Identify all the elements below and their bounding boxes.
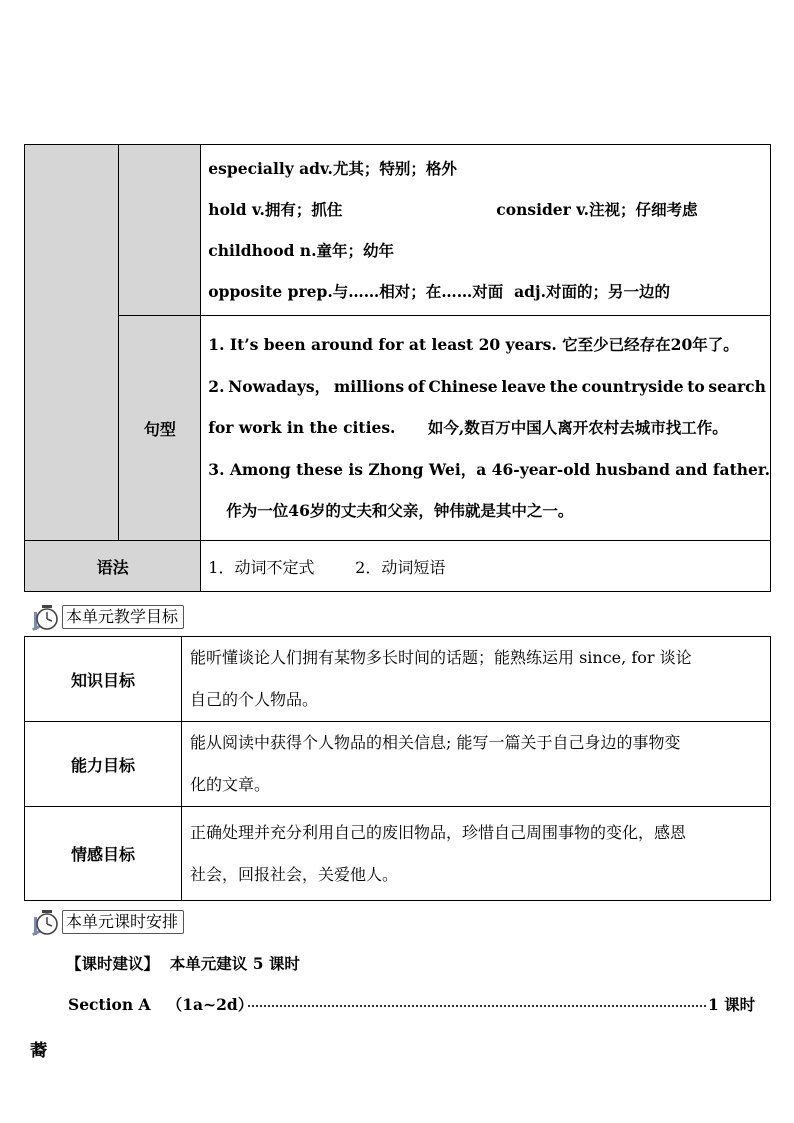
goal-row bbox=[25, 722, 771, 807]
leader-dots bbox=[248, 1003, 706, 1007]
goal-row bbox=[25, 637, 771, 722]
row-label-cell bbox=[25, 145, 119, 541]
section-a-label: Section A （1a~2d） bbox=[68, 995, 254, 1014]
class-hour-suggestion: 【课时建议】 本单元建议 5 课时 bbox=[66, 954, 300, 973]
sentence-2-line-2: for work in the cities. 如今,数百万中国人离开农村去城市找工作。 bbox=[208, 418, 728, 438]
word-line: especially adv.尤其；特别；格外 bbox=[208, 159, 457, 178]
grammar-items: 1．动词不定式 2．动词短语 bbox=[201, 541, 771, 592]
section-a-hours: 1 课时 bbox=[708, 995, 756, 1014]
goal-label: 能力目标 bbox=[25, 722, 182, 807]
sentence-label: 句型 bbox=[119, 316, 201, 541]
goal-label: 知识目标 bbox=[25, 637, 182, 722]
words-label-cell bbox=[119, 145, 201, 316]
overflow-char: 䕍 bbox=[30, 1041, 47, 1061]
grammar-label: 语法 bbox=[25, 541, 201, 592]
word-line: opposite prep.与……相对；在……对面 adj.对面的；另一边的 bbox=[208, 282, 670, 301]
goal-text: 能听懂谈论人们拥有某物多长时间的话题；能熟练运用 since, for 谈论 自己的个人物品。 bbox=[182, 637, 771, 722]
sentence-3: 3. Among these is Zhong Wei，a 46-year-old husband and father. bbox=[208, 459, 770, 479]
sentence-3-translation: 作为一位46岁的丈夫和父亲，钟伟就是其中之一。 bbox=[226, 501, 574, 521]
sentence-2-line-1: 2. Nowadays， millions of Chinese leave the countryside to search bbox=[208, 376, 766, 396]
clock-ruler-icon bbox=[30, 907, 64, 937]
clock-ruler-icon bbox=[30, 602, 64, 632]
sentences-cell bbox=[201, 316, 771, 541]
vocab-table bbox=[24, 144, 771, 592]
schedule-title: 本单元课时安排 bbox=[62, 910, 184, 934]
sentence-1: 1. It’s been around for at least 20 years. 它至少已经存在20年了。 bbox=[208, 335, 739, 355]
word-line: childhood n.童年；幼年 bbox=[208, 241, 394, 260]
schedule-header bbox=[30, 908, 184, 936]
teaching-goals-title: 本单元教学目标 bbox=[62, 605, 184, 629]
goal-text: 正确处理并充分利用自己的废旧物品，珍惜自己周围事物的变化，感恩 社会，回报社会，关爱他人。 bbox=[182, 807, 771, 901]
goals-table bbox=[24, 636, 771, 901]
goal-label: 情感目标 bbox=[25, 807, 182, 901]
teaching-goals-header bbox=[30, 603, 184, 631]
word-line: hold v.拥有；抓住 consider v.注视；仔细考虑 bbox=[208, 200, 698, 219]
goal-text: 能从阅读中获得个人物品的相关信息; 能写一篇关于自己身边的事物变 化的文章。 bbox=[182, 722, 771, 807]
words-cell bbox=[201, 145, 771, 316]
goal-row bbox=[25, 807, 771, 901]
